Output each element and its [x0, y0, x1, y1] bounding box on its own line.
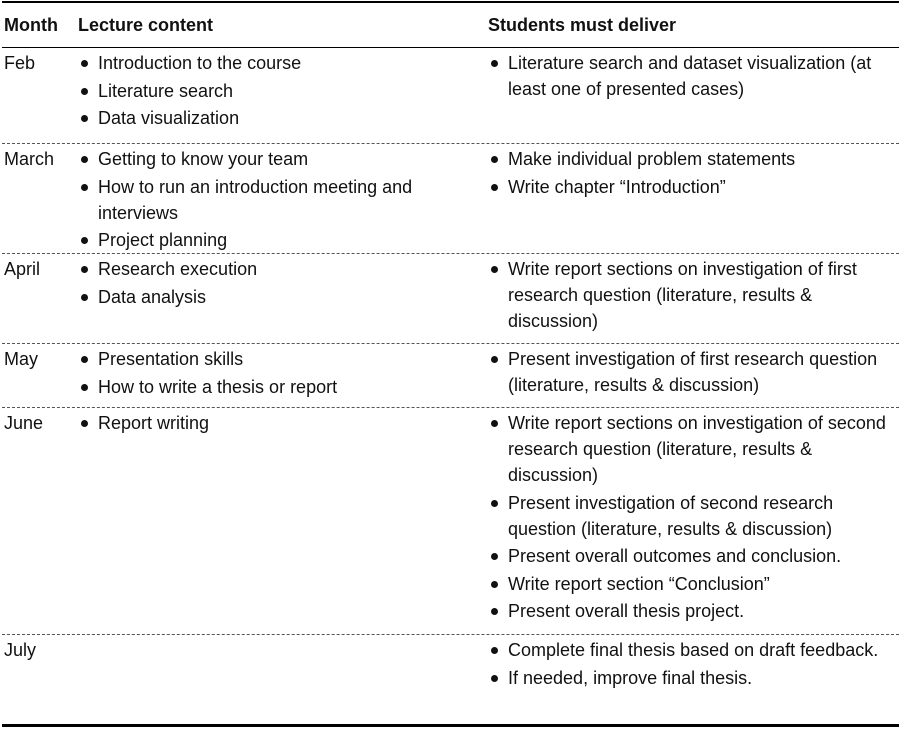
deliverable-item: Present investigation of second research question (literature, results & discussion)	[488, 490, 899, 542]
deliverable-cell	[488, 256, 899, 340]
deliverable-list	[488, 637, 899, 691]
lecture-list	[78, 410, 488, 436]
deliverable-cell	[488, 146, 899, 250]
table-row	[2, 143, 899, 253]
table-row	[2, 407, 899, 634]
header-students-deliver: Students must deliver	[488, 15, 677, 35]
deliverable-list	[488, 256, 899, 334]
month-cell: July	[4, 640, 37, 660]
deliverable-item: Present overall outcomes and conclusion.	[488, 543, 899, 569]
lecture-item: Literature search	[78, 78, 488, 104]
lecture-cell	[78, 346, 488, 404]
deliverable-item: Write report sections on investigation of first research question (literature, results & discussion)	[488, 256, 899, 334]
deliverable-item: Present overall thesis project.	[488, 598, 899, 624]
deliverable-cell	[488, 346, 899, 404]
deliverable-item: Present investigation of first research question (literature, results & discussion)	[488, 346, 899, 398]
deliverable-cell	[488, 410, 899, 631]
table-row	[2, 253, 899, 343]
month-cell: April	[4, 259, 41, 279]
lecture-item: How to run an introduction meeting and interviews	[78, 174, 488, 226]
header-month: Month	[4, 15, 58, 35]
deliverable-list	[488, 346, 899, 398]
lecture-item: Project planning	[78, 227, 488, 253]
header-lecture-content: Lecture content	[78, 15, 214, 35]
lecture-item: Report writing	[78, 410, 488, 436]
lecture-cell	[78, 50, 488, 140]
lecture-item: Data visualization	[78, 105, 488, 131]
deliverable-item: Write chapter “Introduction”	[488, 174, 899, 200]
lecture-item: Data analysis	[78, 284, 488, 310]
table-row	[2, 343, 899, 407]
lecture-item: Introduction to the course	[78, 50, 488, 76]
lecture-list	[78, 50, 488, 131]
deliverable-item: Literature search and dataset visualization (at least one of presented cases)	[488, 50, 899, 102]
month-cell: May	[4, 349, 39, 369]
deliverable-item: Make individual problem statements	[488, 146, 899, 172]
deliverable-list	[488, 146, 899, 200]
deliverable-cell	[488, 637, 899, 721]
table-body	[2, 48, 899, 724]
lecture-cell	[78, 637, 488, 721]
lecture-cell	[78, 146, 488, 250]
table-header	[2, 3, 899, 48]
month-cell: March	[4, 149, 55, 169]
lecture-cell	[78, 410, 488, 631]
schedule-table	[2, 1, 899, 727]
deliverable-item: Complete final thesis based on draft feedback.	[488, 637, 899, 663]
deliverable-list	[488, 410, 899, 624]
deliverable-item: Write report section “Conclusion”	[488, 571, 899, 597]
lecture-item: How to write a thesis or report	[78, 374, 488, 400]
deliverable-item: If needed, improve final thesis.	[488, 665, 899, 691]
lecture-list	[78, 146, 488, 253]
lecture-item: Getting to know your team	[78, 146, 488, 172]
deliverable-list	[488, 50, 899, 102]
deliverable-cell	[488, 50, 899, 140]
table-row	[2, 634, 899, 724]
month-cell: June	[4, 413, 44, 433]
month-cell: Feb	[4, 53, 36, 73]
lecture-list	[78, 256, 488, 310]
lecture-item: Presentation skills	[78, 346, 488, 372]
lecture-list	[78, 346, 488, 400]
table-row	[2, 48, 899, 143]
deliverable-item: Write report sections on investigation of second research question (literature, results & discussion)	[488, 410, 899, 488]
lecture-cell	[78, 256, 488, 340]
lecture-item: Research execution	[78, 256, 488, 282]
